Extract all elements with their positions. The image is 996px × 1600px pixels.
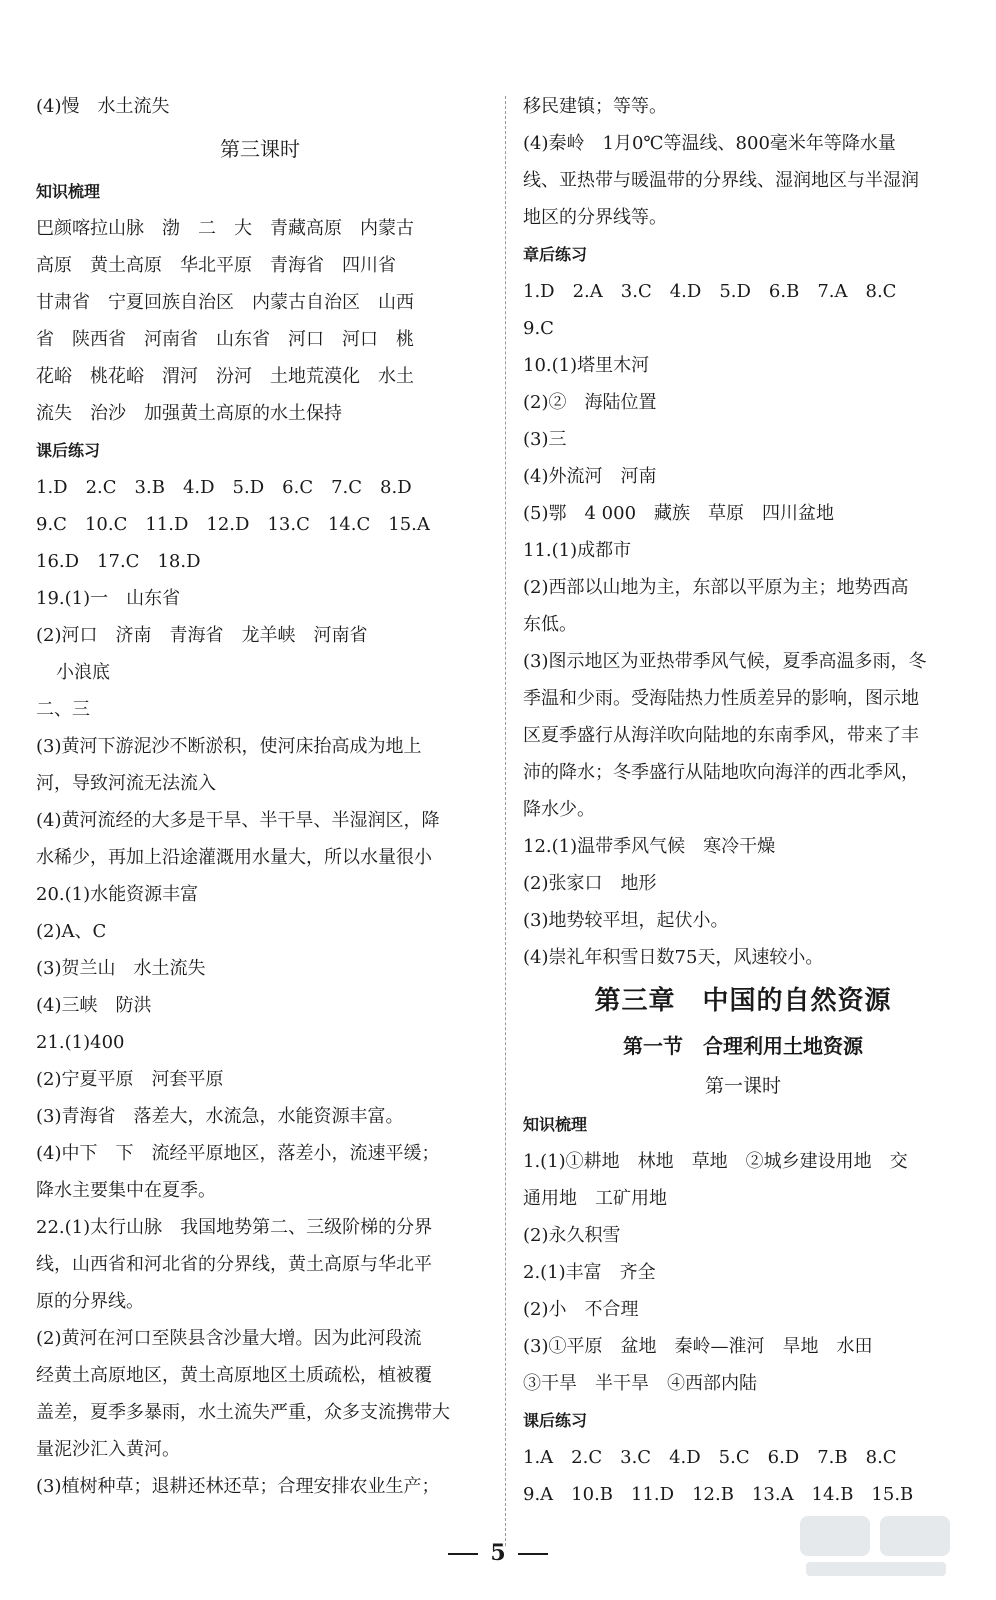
lesson-title: 第一课时 xyxy=(704,1075,781,1097)
answer-line: 东低。 xyxy=(523,614,577,635)
answer-line: 降水主要集中在夏季。 xyxy=(36,1180,216,1201)
section-heading: 课后练习 xyxy=(523,1411,588,1430)
answer-line: (2)② 海陆位置 xyxy=(523,392,657,413)
answer-line: 降水少。 xyxy=(523,799,595,820)
answer-line: 原的分界线。 xyxy=(36,1291,144,1312)
answer-line: 9.A 10.B 11.D 12.B 13.A 14.B 15.B xyxy=(523,1484,914,1505)
column-divider xyxy=(505,96,506,1546)
answer-line: 河，导致河流无法流入 xyxy=(36,773,216,794)
answer-line: 花峪 桃花峪 渭河 汾河 土地荒漠化 水土 xyxy=(36,366,414,387)
watermark-logo xyxy=(796,1510,956,1580)
answer-line: 10.(1)塔里木河 xyxy=(523,355,650,376)
answer-line: 沛的降水；冬季盛行从陆地吹向海洋的西北季风， xyxy=(523,762,919,783)
answer-line: (4)秦岭 1月0℃等温线、800毫米年等降水量 xyxy=(523,133,896,154)
answer-line: (3)地势较平坦，起伏小。 xyxy=(523,910,729,931)
page-number-dash-right xyxy=(518,1553,548,1555)
answer-line: 省 陕西省 河南省 山东省 河口 河口 桃 xyxy=(36,329,414,350)
answer-line: 9.C xyxy=(523,318,554,339)
answer-line: (4)慢 水土流失 xyxy=(36,96,170,117)
answer-line: (2)河口 济南 青海省 龙羊峡 河南省 xyxy=(36,625,368,646)
answer-line: (3)贺兰山 水土流失 xyxy=(36,958,206,979)
section-title: 第一节 合理利用土地资源 xyxy=(623,1034,863,1058)
answer-line: (2)张家口 地形 xyxy=(523,873,657,894)
answer-line: 线，山西省和河北省的分界线，黄土高原与华北平 xyxy=(36,1254,432,1275)
answer-line: 2.(1)丰富 齐全 xyxy=(523,1262,656,1283)
answer-line: (3)青海省 落差大，水流急，水能资源丰富。 xyxy=(36,1106,404,1127)
answer-line: 巴颜喀拉山脉 渤 二 大 青藏高原 内蒙古 xyxy=(36,218,414,239)
answer-line: 水稀少，再加上沿途灌溉用水量大，所以水量很小 xyxy=(36,847,432,868)
answer-line: (2)宁夏平原 河套平原 xyxy=(36,1069,224,1090)
left-column xyxy=(36,88,484,1505)
answer-line: 20.(1)水能资源丰富 xyxy=(36,884,199,905)
page-number-dash-left xyxy=(448,1553,478,1555)
answer-line: 9.C 10.C 11.D 12.D 13.C 14.C 15.A xyxy=(36,514,430,535)
answer-line: 线、亚热带与暖温带的分界线、湿润地区与半湿润 xyxy=(523,170,919,191)
answer-line: (2)小 不合理 xyxy=(523,1299,639,1320)
answer-line: 盖差，夏季多暴雨，水土流失严重，众多支流携带大 xyxy=(36,1402,450,1423)
answer-line: (3)植树种草；退耕还林还草；合理安排农业生产； xyxy=(36,1476,440,1497)
answer-line: 小浪底 xyxy=(56,662,110,683)
answer-line: 21.(1)400 xyxy=(36,1032,125,1053)
chapter-title: 第三章 中国的自然资源 xyxy=(594,986,892,1016)
answer-line: 1.D 2.C 3.B 4.D 5.D 6.C 7.C 8.D xyxy=(36,477,412,498)
answer-line: (3)黄河下游泥沙不断淤积，使河床抬高成为地上 xyxy=(36,736,422,757)
answer-line: (4)三峡 防洪 xyxy=(36,995,152,1016)
answer-line: (4)崇礼年积雪日数75天，风速较小。 xyxy=(523,947,824,968)
answer-line: 1.(1)①耕地 林地 草地 ②城乡建设用地 交 xyxy=(523,1151,908,1172)
answer-line: 1.D 2.A 3.C 4.D 5.D 6.B 7.A 8.C xyxy=(523,281,897,302)
answer-line: 经黄土高原地区，黄土高原地区土质疏松，植被覆 xyxy=(36,1365,432,1386)
answer-line: (5)鄂 4 000 藏族 草原 四川盆地 xyxy=(523,503,835,524)
section-heading: 章后练习 xyxy=(523,245,588,264)
answer-line: (2)西部以山地为主，东部以平原为主；地势西高 xyxy=(523,577,909,598)
answer-line: 移民建镇；等等。 xyxy=(523,96,667,117)
section-heading: 知识梳理 xyxy=(36,182,101,201)
answer-line: 通用地 工矿用地 xyxy=(523,1188,667,1209)
section-heading: 知识梳理 xyxy=(523,1115,588,1134)
answer-line: 二、三 xyxy=(36,699,90,720)
answer-line: 流失 治沙 加强黄土高原的水土保持 xyxy=(36,403,342,424)
section-heading: 课后练习 xyxy=(36,441,101,460)
answer-line: 1.A 2.C 3.C 4.D 5.C 6.D 7.B 8.C xyxy=(523,1447,897,1468)
answer-line: (2)黄河在河口至陕县含沙量大增。因为此河段流 xyxy=(36,1328,422,1349)
answer-line: 16.D 17.C 18.D xyxy=(36,551,201,572)
answer-line: (2)永久积雪 xyxy=(523,1225,621,1246)
answer-line: (2)A、C xyxy=(36,921,107,942)
page-number-text: 5 xyxy=(490,1540,506,1566)
answer-line: 高原 黄土高原 华北平原 青海省 四川省 xyxy=(36,255,396,276)
answer-line: 11.(1)成都市 xyxy=(523,540,632,561)
answer-line: (4)中下 下 流经平原地区，落差小，流速平缓； xyxy=(36,1143,440,1164)
right-column xyxy=(523,88,963,1513)
answer-line: (3)三 xyxy=(523,429,567,450)
answer-line: ③干旱 半干旱 ④西部内陆 xyxy=(523,1373,757,1394)
answer-line: (3)图示地区为亚热带季风气候，夏季高温多雨，冬 xyxy=(523,651,927,672)
answer-line: (4)外流河 河南 xyxy=(523,466,657,487)
answer-line: 区夏季盛行从海洋吹向陆地的东南季风，带来了丰 xyxy=(523,725,919,746)
answer-line: 甘肃省 宁夏回族自治区 内蒙古自治区 山西 xyxy=(36,292,414,313)
answer-line: 量泥沙汇入黄河。 xyxy=(36,1439,180,1460)
answer-line: 12.(1)温带季风气候 寒冷干燥 xyxy=(523,836,776,857)
answer-line: (4)黄河流经的大多是干旱、半干旱、半湿润区，降 xyxy=(36,810,440,831)
answer-line: 22.(1)太行山脉 我国地势第二、三级阶梯的分界 xyxy=(36,1217,433,1238)
answer-line: (3)①平原 盆地 秦岭—淮河 旱地 水田 xyxy=(523,1336,873,1357)
answer-line: 地区的分界线等。 xyxy=(523,207,667,228)
lesson-title: 第三课时 xyxy=(220,137,300,161)
answer-line: 19.(1)一 山东省 xyxy=(36,588,181,609)
answer-line: 季温和少雨。受海陆热力性质差异的影响，图示地 xyxy=(523,688,919,709)
